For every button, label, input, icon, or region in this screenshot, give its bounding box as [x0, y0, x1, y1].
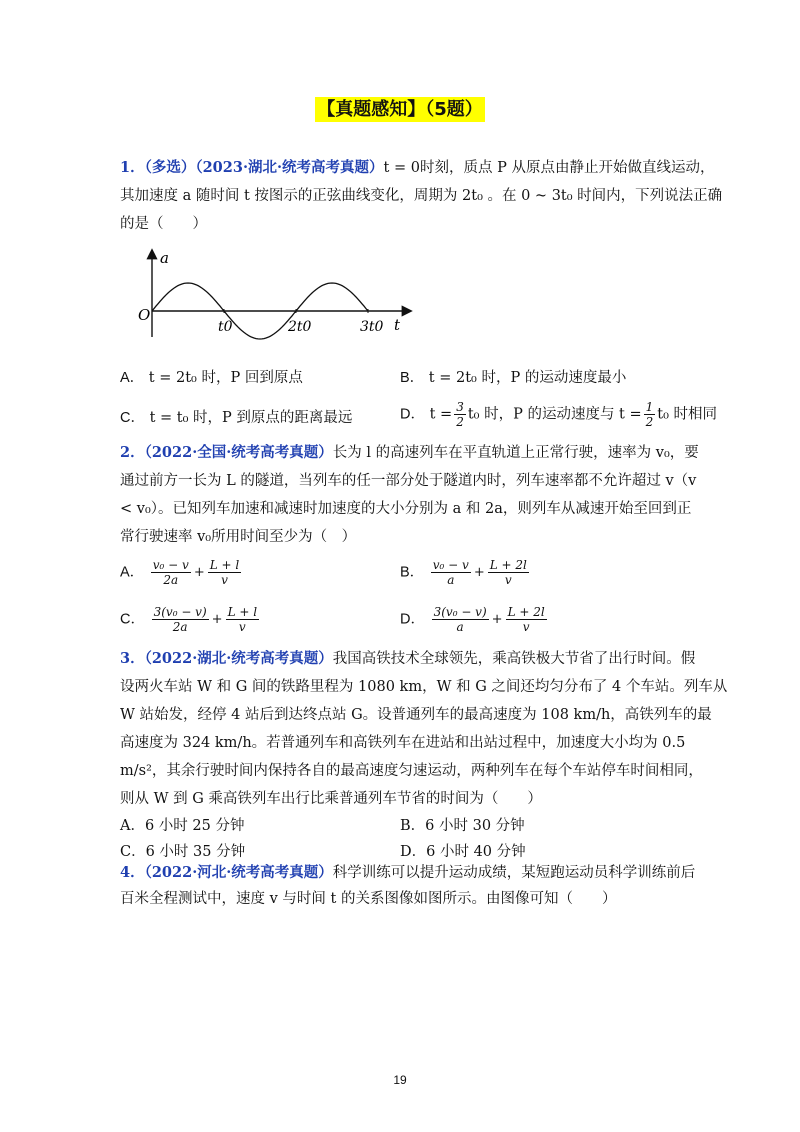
q2c-frac2: $\frac{L + l}{v}$ [227, 605, 258, 634]
q1-text1: t = 0时刻，质点 P 从原点由静止开始做直线运动， [383, 160, 715, 176]
q3-option-b[interactable]: B．6 小时 30 分钟 [400, 818, 525, 834]
q1-line1 [120, 158, 715, 178]
q3-option-a[interactable]: A．6 小时 25 分钟 [120, 818, 245, 834]
q2a-frac1: $\frac{\text{v₀ − v}}{2a}$ [152, 558, 189, 587]
q4-line1: 4．（2022·河北·统考高考真题）科学训练可以提升运动成绩，某短跑运动员科学训练前后 [120, 864, 696, 881]
q2-line2: 通过前方一长为 L 的隧道，当列车的任一部分处于隧道内时，列车速率都不允许超过 v（v [120, 473, 697, 489]
q2-line4: 常行驶速率 v₀所用时间至少为（ ） [120, 529, 357, 545]
q2-number: 2． [120, 444, 145, 461]
tick-label-t0: t0 [218, 319, 233, 335]
q2-option-d[interactable]: D． $\frac{\text{3(v₀ − v)}}{a}$ + $\frac{L + 2l}{v}$ [400, 605, 545, 634]
q2-line1: 2．（2022·全国·统考高考真题）长为 l 的高速列车在平直轨道上正常行驶，速率为 v₀，要 [120, 444, 699, 461]
page-title [0, 95, 800, 121]
q3-line1: 3．（2022·湖北·统考高考真题）我国高铁技术全球领先，乘高铁极大节省了出行时间。假 [120, 650, 696, 667]
q2-option-b[interactable]: B． $\frac{\text{v₀ − v}}{a}$ + $\frac{L + 2l}{v}$ [400, 558, 527, 587]
q3-option-d[interactable]: D．6 小时 40 分钟 [400, 844, 526, 860]
origin-label: O [138, 306, 151, 324]
q1-option-b[interactable]: B． t = 2t₀ 时，P 的运动速度最小 [400, 370, 627, 386]
q2a-frac2: $\frac{L + l}{v}$ [209, 558, 240, 587]
q4-line2: 百米全程测试中，速度 v 与时间 t 的关系图像如图所示。由图像可知（ ） [120, 891, 617, 907]
q1-line2: 其加速度 a 随时间 t 按图示的正弦曲线变化，周期为 2t₀ 。在 0 ~ 3t₀ 时间内，下列说法正确 [120, 188, 723, 204]
title-highlight: 【真题感知】（5题） [317, 99, 483, 120]
q2d-frac2: $\frac{L + 2l}{v}$ [507, 605, 545, 634]
q3-line6: 则从 W 到 G 乘高铁列车出行比乘普通列车节省的时间为（ ） [120, 791, 542, 807]
q2c-frac1: $\frac{\text{3(v₀ − v)}}{2a}$ [153, 605, 207, 634]
q2b-frac2: $\frac{L + 2l}{v}$ [489, 558, 527, 587]
q4-number: 4． [120, 864, 145, 881]
q1-option-a[interactable]: A． t = 2t₀ 时，P 回到原点 [120, 370, 303, 386]
q3-number: 3． [120, 650, 145, 667]
frac-1-2: $\frac{1}{2}$ [645, 400, 654, 429]
q3-option-c[interactable]: C．6 小时 35 分钟 [120, 844, 246, 860]
q2d-frac1: $\frac{\text{3(v₀ − v)}}{a}$ [433, 605, 487, 634]
page-number: 19 [393, 1073, 407, 1087]
q2-line3: < v₀）。已知列车加速和减速时加速度的大小分别为 a 和 2a，则列车从减速开始至回到正 [120, 501, 692, 517]
q1-tag: （多选）（2023·湖北·统考高考真题） [144, 159, 384, 176]
y-label: a [160, 249, 169, 267]
q3-line4: 高速度为 324 km/h。若普通列车和高铁列车在进站和出站过程中，加速度大小均为 0.5 [120, 735, 686, 751]
q1-number: 1． [120, 159, 145, 176]
q4-tag: （2022·河北·统考高考真题） [144, 864, 333, 881]
x-label: t [394, 316, 401, 334]
q3-line5: m/s²，其余行驶时间内保持各自的最高速度匀速运动，两种列车在每个车站停车时间相同， [120, 763, 703, 779]
q1-option-c[interactable]: C． t = t₀ 时，P 到原点的距离最远 [120, 410, 353, 426]
q1-line3: 的是（ ） [120, 216, 207, 232]
frac-3-2: $\frac{3}{2}$ [456, 400, 464, 429]
q2-option-a[interactable]: A． $\frac{\text{v₀ − v}}{2a}$ + $\frac{L + l}{v}$ [120, 558, 240, 587]
q2b-frac1: $\frac{\text{v₀ − v}}{a}$ [432, 558, 469, 587]
tick-label-2t0: 2t0 [288, 319, 312, 335]
q2-option-c[interactable]: C． $\frac{\text{3(v₀ − v)}}{2a}$ + $\frac{L + l}{v}$ [120, 605, 258, 634]
q3-tag: （2022·湖北·统考高考真题） [144, 650, 333, 667]
q1-option-d[interactable]: D． t = $\frac{3}{2}$ t₀ 时，P 的运动速度与 t = $\frac{1}{2}$ t₀ 时相同 [400, 400, 718, 429]
q1-sine-graph [128, 245, 418, 345]
q2-tag: （2022·全国·统考高考真题） [144, 444, 333, 461]
tick-label-3t0: 3t0 [360, 319, 384, 335]
q3-line2: 设两火车站 W 和 G 间的铁路里程为 1080 km，W 和 G 之间还均匀分布了 4 个车站。列车从 [120, 679, 728, 695]
q3-line3: W 站始发，经停 4 站后到达终点站 G。设普通列车的最高速度为 108 km/h，高铁列车的最 [120, 707, 712, 723]
